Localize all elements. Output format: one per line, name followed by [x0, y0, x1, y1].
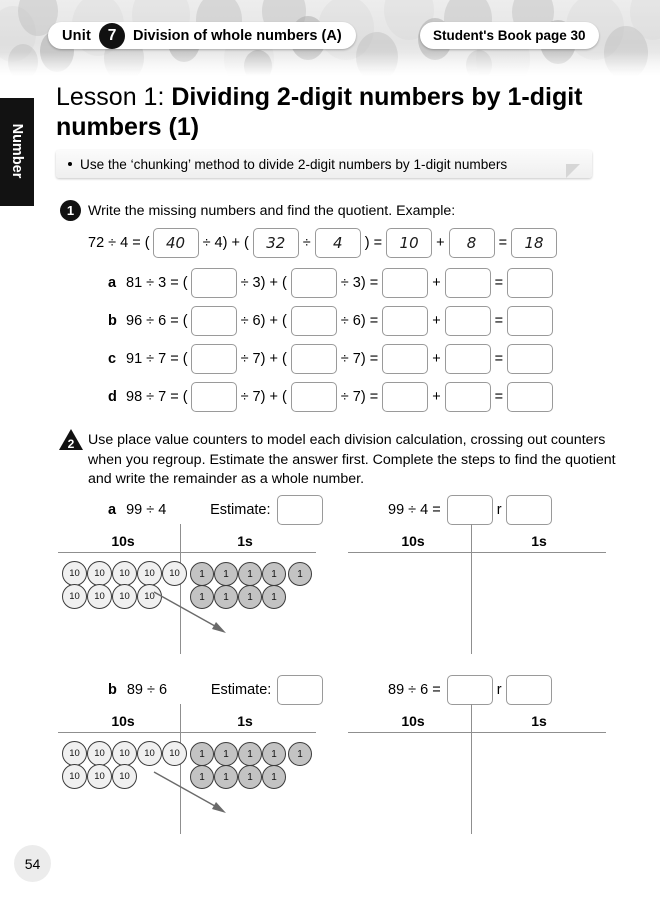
row-c-answer-box-3[interactable] — [382, 344, 428, 374]
example-mid-3: ) = — [364, 235, 383, 251]
part-b-right-tens-header: 10s — [401, 713, 425, 729]
part-a-right-ones-header: 1s — [531, 533, 547, 549]
example-box-2: 32 — [253, 228, 299, 258]
part-b-letter: b — [108, 682, 117, 698]
row-letter-a: a — [108, 275, 117, 291]
part-b-remainder-input[interactable] — [506, 675, 552, 705]
part-b-left-chart-hrule — [58, 732, 316, 733]
lesson-name: Dividing 2-digit numbers by 1-digit numbers (1) — [56, 83, 583, 141]
row-c-mid-2: ÷ 7) = — [340, 351, 379, 367]
part-b-right-chart-vrule — [471, 704, 472, 834]
question-1-row-b — [108, 306, 553, 336]
place-value-counter-ten: 10 — [87, 561, 112, 586]
place-value-counter-one: 1 — [190, 742, 214, 766]
row-d-answer-box-4[interactable] — [445, 382, 491, 412]
row-b-answer-box-2[interactable] — [291, 306, 337, 336]
student-book-reference-label: Student's Book page 30 — [433, 28, 586, 43]
part-a-right-chart-hrule — [348, 552, 606, 553]
place-value-counter-ten: 10 — [112, 741, 137, 766]
row-c-answer-box-4[interactable] — [445, 344, 491, 374]
strand-tab-number — [0, 98, 34, 206]
part-b-quotient-input[interactable] — [447, 675, 493, 705]
place-value-counter-one: 1 — [288, 742, 312, 766]
row-letter-c: c — [108, 351, 117, 367]
part-a-right-chart-vrule — [471, 524, 472, 654]
place-value-counter-ten: 10 — [62, 764, 87, 789]
question-1-marker — [60, 200, 81, 221]
place-value-counter-ten: 10 — [112, 584, 137, 609]
place-value-counter-ten: 10 — [162, 561, 187, 586]
row-c-answer-box-2[interactable] — [291, 344, 337, 374]
row-d-mid-2: ÷ 7) = — [340, 389, 379, 405]
part-b-right-ones-header: 1s — [531, 713, 547, 729]
place-value-counter-one: 1 — [190, 562, 214, 586]
part-a-answer-prefix: 99 ÷ 4 = — [388, 502, 441, 518]
place-value-counter-one: 1 — [262, 585, 286, 609]
place-value-counter-ten: 10 — [137, 561, 162, 586]
place-value-counter-ten: 10 — [87, 584, 112, 609]
page-title — [56, 82, 636, 142]
lesson-objective-box — [56, 150, 592, 178]
place-value-counter-ten: 10 — [162, 741, 187, 766]
lesson-objective-text: Use the ‘chunking’ method to divide 2-digit numbers by 1-digit numbers — [80, 156, 508, 172]
part-a-left-ones-header: 1s — [237, 533, 253, 549]
row-c-answer-box-1[interactable] — [191, 344, 237, 374]
example-mid-2: ÷ — [302, 235, 311, 251]
row-b-equals: = — [494, 313, 504, 329]
part-a-quotient-input[interactable] — [447, 495, 493, 525]
row-a-plus: + — [432, 275, 441, 291]
example-box-1: 40 — [153, 228, 199, 258]
row-b-answer-box-4[interactable] — [445, 306, 491, 336]
place-value-counter-one: 1 — [214, 765, 238, 789]
place-value-counter-one: 1 — [238, 765, 262, 789]
example-box-6: 18 — [511, 228, 557, 258]
example-box-3: 4 — [315, 228, 361, 258]
place-value-counter-ten: 10 — [137, 741, 162, 766]
part-a-regroup-arrow-icon — [150, 588, 240, 645]
row-a-answer-box-2[interactable] — [291, 268, 337, 298]
page-number — [14, 845, 51, 882]
place-value-counter-ten: 10 — [137, 584, 162, 609]
place-value-counter-ten: 10 — [87, 764, 112, 789]
example-box-4: 10 — [386, 228, 432, 258]
row-a-mid-1: ÷ 3) + ( — [240, 275, 287, 291]
row-d-answer-box-2[interactable] — [291, 382, 337, 412]
row-b-answer-box-1[interactable] — [191, 306, 237, 336]
part-b-left-ones-header: 1s — [237, 713, 253, 729]
row-d-equals: = — [494, 389, 504, 405]
question-1-row-d — [108, 382, 553, 412]
row-b-lhs: 96 ÷ 6 = ( — [126, 313, 188, 329]
row-b-answer-box-3[interactable] — [382, 306, 428, 336]
question-1-number: 1 — [66, 203, 75, 218]
part-b-regroup-arrow-icon — [150, 768, 240, 825]
page-number-label: 54 — [24, 855, 41, 872]
row-letter-d: d — [108, 389, 117, 405]
part-a-calculation: 99 ÷ 4 — [126, 502, 167, 518]
place-value-counter-one: 1 — [214, 585, 238, 609]
student-book-reference-pill — [420, 22, 599, 49]
question-2-part-a-header — [108, 495, 323, 525]
strand-tab-label: Number — [9, 123, 25, 179]
question-2-instruction: Use place value counters to model each division calculation, crossing out counters when you regroup. Estimate the answer first. Complete the steps to find the quotient and write the remainder as a whole number. — [88, 432, 616, 487]
example-lhs: 72 ÷ 4 = ( — [88, 235, 150, 251]
lesson-label: Lesson 1: — [56, 83, 165, 111]
bullet-icon — [68, 162, 72, 166]
question-2-part-b-header — [108, 675, 323, 705]
row-a-answer-box-5[interactable] — [507, 268, 553, 298]
place-value-counter-one: 1 — [190, 585, 214, 609]
place-value-counter-one: 1 — [238, 742, 262, 766]
place-value-counter-ten: 10 — [62, 741, 87, 766]
place-value-counter-one: 1 — [238, 562, 262, 586]
example-plus: + — [436, 235, 445, 251]
example-mid-1: ÷ 4) + ( — [202, 235, 249, 251]
part-b-estimate-input[interactable] — [277, 675, 323, 705]
row-d-answer-box-5[interactable] — [507, 382, 553, 412]
objective-folded-corner — [566, 164, 580, 178]
unit-word-label: Unit — [62, 27, 91, 44]
place-value-counter-one: 1 — [262, 562, 286, 586]
example-box-5: 8 — [449, 228, 495, 258]
row-d-mid-1: ÷ 7) + ( — [240, 389, 287, 405]
place-value-counter-ten: 10 — [112, 764, 137, 789]
row-a-lhs: 81 ÷ 3 = ( — [126, 275, 188, 291]
part-a-left-chart-hrule — [58, 552, 316, 553]
place-value-counter-one: 1 — [288, 562, 312, 586]
place-value-counter-one: 1 — [262, 765, 286, 789]
part-a-right-tens-header: 10s — [401, 533, 425, 549]
row-a-answer-box-4[interactable] — [445, 268, 491, 298]
question-2-number: 2 — [67, 437, 75, 451]
place-value-counter-ten: 10 — [62, 584, 87, 609]
question-2-part-b-answer — [388, 675, 552, 705]
row-d-answer-box-3[interactable] — [382, 382, 428, 412]
row-b-mid-2: ÷ 6) = — [340, 313, 379, 329]
row-d-answer-box-1[interactable] — [191, 382, 237, 412]
unit-title-label: Division of whole numbers (A) — [133, 27, 342, 44]
row-c-lhs: 91 ÷ 7 = ( — [126, 351, 188, 367]
row-c-mid-1: ÷ 7) + ( — [240, 351, 287, 367]
row-d-lhs: 98 ÷ 7 = ( — [126, 389, 188, 405]
row-b-mid-1: ÷ 6) + ( — [240, 313, 287, 329]
row-d-plus: + — [432, 389, 441, 405]
row-a-answer-box-1[interactable] — [191, 268, 237, 298]
row-c-equals: = — [494, 351, 504, 367]
part-b-answer-prefix: 89 ÷ 6 = — [388, 682, 441, 698]
unit-number-badge: 7 — [99, 23, 125, 49]
place-value-counter-ten: 10 — [87, 741, 112, 766]
unit-pill — [48, 22, 356, 49]
question-1-row-a — [108, 268, 553, 298]
row-a-mid-2: ÷ 3) = — [340, 275, 379, 291]
question-2-marker — [58, 428, 84, 451]
question-1-row-c — [108, 344, 553, 374]
part-a-left-tens-header: 10s — [111, 533, 135, 549]
part-a-remainder-label: r — [496, 502, 502, 518]
header-fade-overlay — [0, 52, 660, 78]
question-1-example-row — [88, 228, 557, 258]
part-a-remainder-input[interactable] — [506, 495, 552, 525]
row-a-answer-box-3[interactable] — [382, 268, 428, 298]
part-b-remainder-label: r — [496, 682, 502, 698]
part-b-estimate-label: Estimate: — [210, 682, 272, 698]
question-2-part-a-answer — [388, 495, 552, 525]
example-equals: = — [498, 235, 508, 251]
row-letter-b: b — [108, 313, 117, 329]
part-b-right-chart-hrule — [348, 732, 606, 733]
place-value-counter-ten: 10 — [112, 561, 137, 586]
part-a-letter: a — [108, 502, 117, 518]
place-value-counter-one: 1 — [262, 742, 286, 766]
part-b-left-tens-header: 10s — [111, 713, 135, 729]
row-b-plus: + — [432, 313, 441, 329]
row-a-equals: = — [494, 275, 504, 291]
part-b-calculation: 89 ÷ 6 — [126, 682, 168, 698]
place-value-counter-one: 1 — [190, 765, 214, 789]
part-a-estimate-input[interactable] — [277, 495, 323, 525]
place-value-counter-one: 1 — [238, 585, 262, 609]
place-value-counter-one: 1 — [214, 562, 238, 586]
place-value-counter-one: 1 — [214, 742, 238, 766]
row-c-answer-box-5[interactable] — [507, 344, 553, 374]
part-a-estimate-label: Estimate: — [210, 502, 271, 518]
question-1-instruction: Write the missing numbers and find the quotient. Example: — [88, 203, 456, 219]
place-value-counter-ten: 10 — [62, 561, 87, 586]
row-c-plus: + — [432, 351, 441, 367]
row-b-answer-box-5[interactable] — [507, 306, 553, 336]
